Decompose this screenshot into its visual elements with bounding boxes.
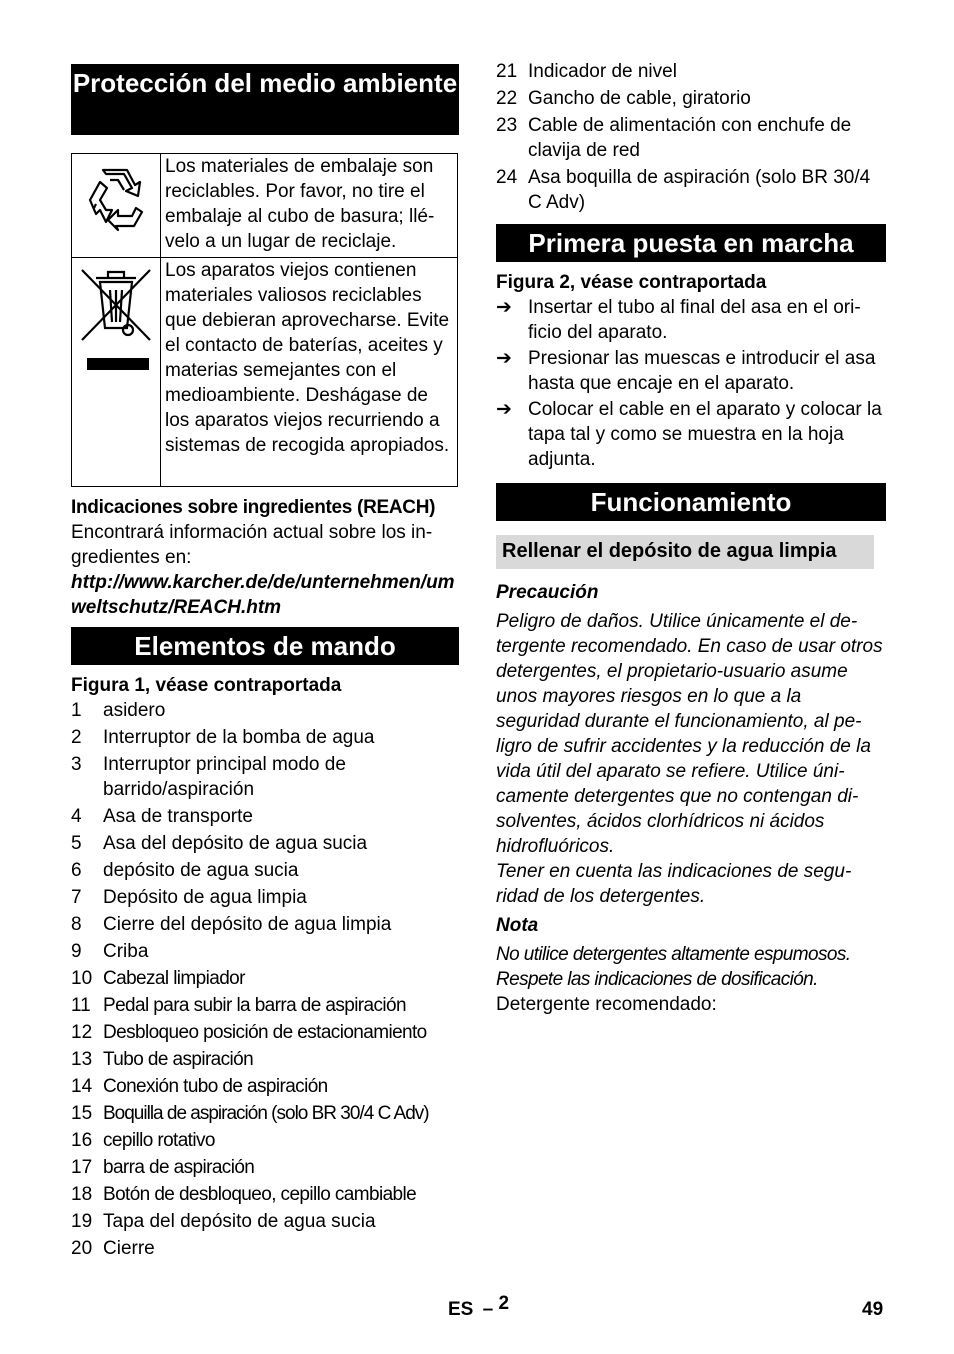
list-item: 11 Pedal para subir la barra de aspiración xyxy=(71,995,406,1016)
list-item: 13 Tubo de aspiración xyxy=(71,1049,254,1070)
bin-cell xyxy=(72,258,161,487)
list-item: 23 Cable de alimentación con enchufe de clavija de red xyxy=(496,115,852,161)
list-item: 10 Cabezal limpiador xyxy=(71,968,245,989)
list-item: 8 Cierre del depósito de agua limpia xyxy=(71,914,392,935)
list-item: 17 barra de aspiración xyxy=(71,1157,255,1178)
reach-link[interactable]: http://www.karcher.de/de/unternehmen/umweltschutz/REACH.htm xyxy=(71,572,455,618)
list-item: 24 Asa boquilla de aspiración (solo BR 30/4 C Adv) xyxy=(496,167,871,213)
list-item: ➔ Insertar el tubo al final del asa en el orificio del aparato. xyxy=(496,297,861,343)
caution-text: Peligro de daños. Utilice únicamente el detergente recomendado. En caso de usar otros detergentes, el propietario-usuario asume unos mayores riesgos en lo que a la seguridad durante el funcionamiento, al peligro de sufrir accidentes y la reducción de la vida útil del aparato se refiere. Utilice únicamente detergentes que no contengan disolventes, ácidos clorhídricos ni ácidos hidrofluóricos. xyxy=(496,611,883,857)
arrow-icon: ➔ xyxy=(496,348,512,369)
list-item: 21 Indicador de nivel xyxy=(496,61,677,82)
note-text: No utilice detergentes altamente espumosos. Respete las indicaciones de dosificación. xyxy=(496,944,851,990)
list-item: 9 Criba xyxy=(71,941,149,962)
environment-heading: Protección del medio ambiente xyxy=(71,64,459,135)
list-item: 4 Asa de transporte xyxy=(71,806,253,827)
list-item: 18 Botón de desbloqueo, cepillo cambiable xyxy=(71,1184,417,1205)
controls-block xyxy=(71,673,459,1263)
reach-block xyxy=(71,495,459,620)
list-item: 7 Depósito de agua limpia xyxy=(71,887,307,908)
figure1-caption: Figura 1, véase contraportada xyxy=(71,675,342,696)
bin-text: Los aparatos viejos contienen materiales valiosos reciclables que debieran aprovecharse. Evite el contacto de baterías, aceites y materias semejantes con el medioambiente. Deshágase de los aparatos viejos recurriendo a sistemas de recogida apropiados. xyxy=(161,258,458,487)
recycle-cell xyxy=(72,154,161,258)
startup-steps xyxy=(496,295,886,472)
operation-heading: Funcionamiento xyxy=(496,483,886,521)
list-item: 2 Interruptor de la bomba de agua xyxy=(71,727,375,748)
arrow-icon: ➔ xyxy=(496,297,512,318)
list-item: ➔ Colocar el cable en el aparato y colocar la tapa tal y como se muestra en la hoja adjunta. xyxy=(496,399,882,470)
caution-block xyxy=(496,580,886,1017)
reach-heading: Indicaciones sobre ingredientes (REACH) xyxy=(71,497,436,518)
list-item: 3 Interruptor principal modo de barrido/aspiración xyxy=(71,754,346,800)
crossed-bin-icon xyxy=(78,358,154,379)
recycle-icon xyxy=(80,224,152,245)
language-code: ES xyxy=(448,1299,474,1320)
list-item: 20 Cierre xyxy=(71,1238,155,1259)
footer-separator: – xyxy=(482,1299,494,1320)
list-item: 14 Conexión tubo de aspiración xyxy=(71,1076,328,1097)
startup-heading: Primera puesta en marcha xyxy=(496,224,886,262)
list-item: 16 cepillo rotativo xyxy=(71,1130,215,1151)
reach-text: Encontrará información actual sobre los ingredientes en: xyxy=(71,522,433,568)
section-page-number: 2 xyxy=(498,1293,510,1314)
footer-lang xyxy=(448,1293,510,1322)
caution-label: Precaución xyxy=(496,582,599,603)
environment-table xyxy=(71,153,458,487)
list-item: 15 Boquilla de aspiración (solo BR 30/4 C Adv) xyxy=(71,1103,429,1124)
caution-text-2: Tener en cuenta las indicaciones de seguridad de los detergentes. xyxy=(496,861,852,907)
arrow-icon: ➔ xyxy=(496,399,512,420)
recycle-text: Los materiales de embalaje son reciclables. Por favor, no tire el embalaje al cubo de basura; llévelo a un lugar de reciclaje. xyxy=(161,154,458,258)
fill-tank-heading: Rellenar el depósito de agua limpia xyxy=(496,535,874,569)
controls-heading: Elementos de mando xyxy=(71,627,459,665)
list-item: 22 Gancho de cable, giratorio xyxy=(496,88,751,109)
controls-list xyxy=(71,698,459,1261)
list-item: 1 asidero xyxy=(71,700,166,721)
list-item: 12 Desbloqueo posición de estacionamiento xyxy=(71,1022,427,1043)
note-label: Nota xyxy=(496,915,539,936)
list-item: ➔ Presionar las muescas e introducir el asa hasta que encaje en el aparato. xyxy=(496,348,876,394)
list-item: 19 Tapa del depósito de agua sucia xyxy=(71,1211,376,1232)
controls-list-continued xyxy=(496,59,886,217)
list-item: 6 depósito de agua sucia xyxy=(71,860,299,881)
startup-block xyxy=(496,270,886,473)
page-number: 49 xyxy=(862,1299,884,1320)
list-item: 5 Asa del depósito de agua sucia xyxy=(71,833,368,854)
recommended-detergent: Detergente recomendado: xyxy=(496,994,717,1015)
figure2-caption: Figura 2, véase contraportada xyxy=(496,272,767,293)
